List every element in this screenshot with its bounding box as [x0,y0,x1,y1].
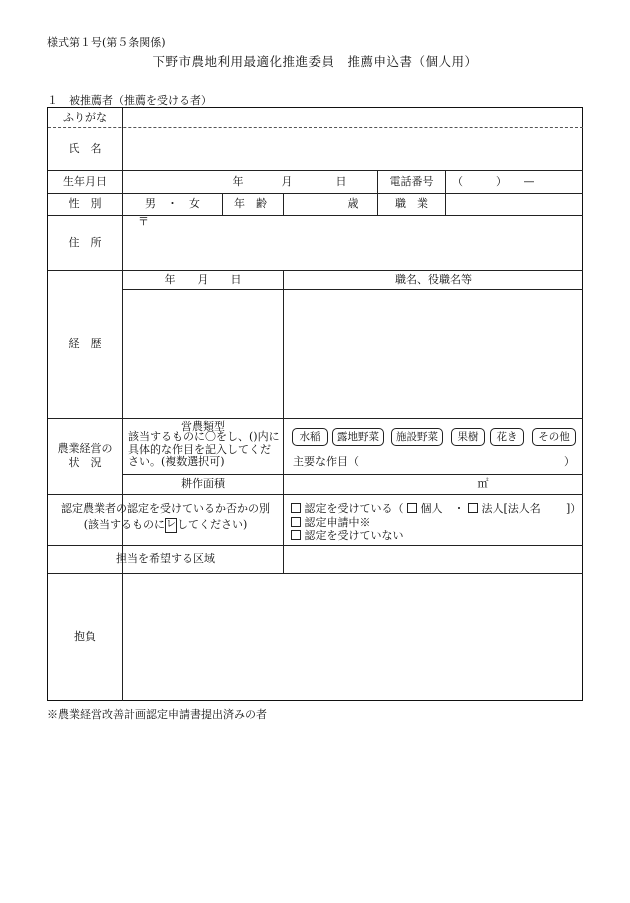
career-label: 経 歴 [68,337,102,351]
address-label: 住 所 [68,235,102,249]
certification-instruction [48,517,283,533]
career-date-header: 年 月 日 [164,272,242,286]
age-unit: 歳 [347,197,359,211]
divider [445,193,446,215]
certification-pending-label: 認定申請中※ [304,516,371,529]
sex-options[interactable]: 男 ・ 女 [145,197,200,211]
divider [48,494,583,495]
farming-type-flowers[interactable]: 花き [490,428,524,446]
farming-type-open-field-vegetables[interactable]: 露地野菜 [332,428,384,446]
application-form-table [47,107,583,701]
certification-instruction-post: してください) [177,518,248,532]
certification-question: 認定農業者の認定を受けているか否かの別 [61,502,270,516]
certification-instruction-pre: (該当するものに [83,518,165,532]
age-label: 年 齢 [234,197,267,211]
preferred-area-label: 担当を希望する区域 [116,552,215,566]
cultivated-area-label: 耕作面積 [181,477,225,491]
farming-type-fruit-trees[interactable]: 果樹 [451,428,485,446]
farming-type-greenhouse-vegetables[interactable]: 施設野菜 [391,428,443,446]
furigana-label: ふりがな [63,110,107,124]
section-label: １ 被推薦者（推薦を受ける者） [47,94,212,107]
name-input[interactable] [123,128,583,170]
birthdate-month-unit: 月 [281,174,293,188]
cultivated-area-unit: ㎡ [477,477,489,491]
divider [48,418,583,419]
checkbox-icon[interactable] [468,503,478,513]
checkbox-icon[interactable] [291,517,301,527]
checkbox-icon[interactable] [291,530,301,540]
divider [445,170,446,193]
phone-input[interactable]: （ ） — [452,174,535,188]
sex-label: 性 別 [68,197,102,211]
not-certified-label: 認定を受けていない [304,529,404,542]
not-certified-option[interactable] [291,527,404,543]
birthdate-year-unit: 年 [232,174,244,188]
divider [283,270,284,573]
farming-type-instruction: 該当するものに〇をし、()内に具体的な作目を記入してください。(複数選択可) [128,430,280,469]
career-position-input[interactable] [285,291,582,417]
checkbox-icon[interactable] [407,503,417,513]
career-date-input[interactable] [124,291,282,417]
birthdate-label: 生年月日 [63,174,107,188]
birthdate-day-unit: 日 [335,174,347,188]
corporation-name-close: ]） [566,502,582,515]
footnote: ※農業経営改善計画認定申請書提出済みの者 [47,708,267,721]
checkbox-icon[interactable] [291,503,301,513]
corporation-option-label: 法人[法人名 [481,502,541,515]
main-crop-input[interactable] [358,453,558,467]
aspiration-input[interactable] [124,575,581,699]
main-crop-close: ） [564,455,575,468]
address-input[interactable] [158,218,578,266]
farming-type-title: 営農類型 [181,419,225,433]
phone-label: 電話番号 [389,174,434,188]
postal-mark: 〒 [138,215,149,229]
main-crop-label: 主要な作目（ [293,455,359,468]
check-mark-icon: レ [165,518,177,533]
form-number: 様式第１号(第５条関係) [47,36,166,49]
preferred-area-input[interactable] [285,547,581,571]
divider [48,215,583,216]
farming-status-label: 農業経営の状 況 [57,442,113,469]
name-label: 氏 名 [68,141,102,155]
farming-type-rice[interactable]: 水稲 [292,428,328,446]
form-title: 下野市農地利用最適化推進委員 推薦申込書（個人用） [152,54,478,69]
furigana-input[interactable] [123,108,583,127]
aspiration-label: 抱負 [74,630,96,644]
divider [122,289,583,290]
occupation-label: 職 業 [395,197,428,211]
farming-type-other[interactable]: その他 [532,428,576,446]
individual-option-label: 個人 ・ [420,502,465,515]
divider [48,573,583,574]
cultivated-area-input[interactable] [288,476,468,492]
career-position-header: 職名、役職名等 [395,272,472,286]
certified-option-label: 認定を受けている（ [304,502,404,515]
divider [283,193,284,215]
